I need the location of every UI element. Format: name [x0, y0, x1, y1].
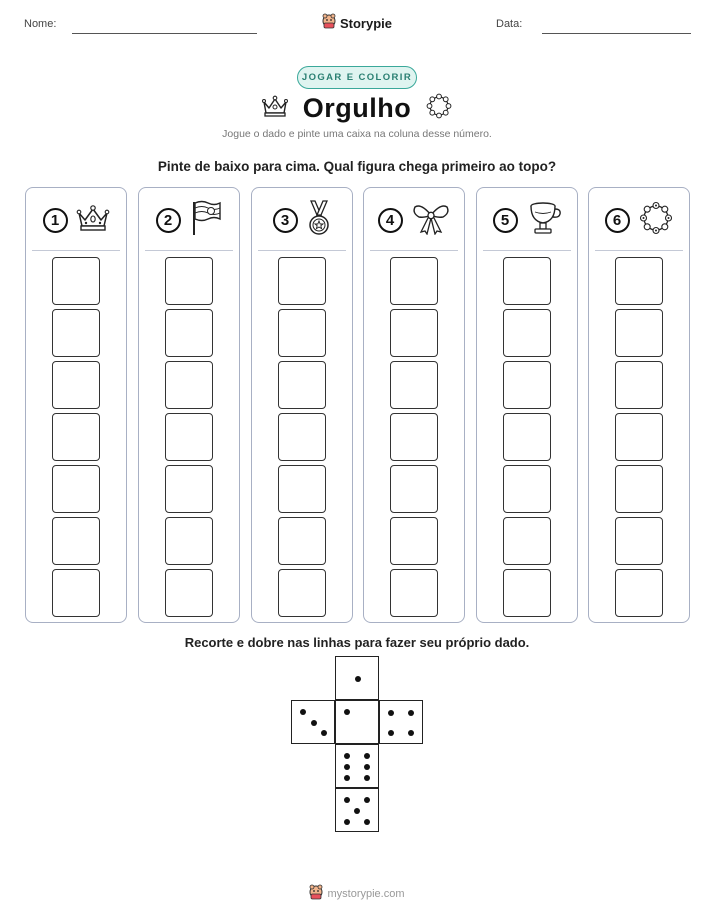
color-box[interactable] — [278, 361, 326, 409]
wreath-icon — [425, 92, 453, 125]
color-box[interactable] — [390, 465, 438, 513]
column-1 — [25, 187, 127, 623]
name-label: Nome: — [24, 18, 57, 30]
subtitle: Jogue o dado e pinte uma caixa na coluna desse número. — [222, 128, 492, 140]
activity-badge: JOGAR E COLORIR — [297, 66, 417, 89]
column-header — [589, 198, 689, 242]
color-box[interactable] — [52, 309, 100, 357]
color-box[interactable] — [165, 517, 213, 565]
column-number: 1 — [43, 208, 68, 233]
color-box[interactable] — [165, 569, 213, 617]
color-box[interactable] — [165, 257, 213, 305]
column-number: 6 — [605, 208, 630, 233]
color-box[interactable] — [278, 517, 326, 565]
color-box[interactable] — [278, 465, 326, 513]
color-box[interactable] — [278, 413, 326, 461]
color-box[interactable] — [615, 257, 663, 305]
die-pip — [355, 676, 361, 682]
cut-instruction: Recorte e dobre nas linhas para fazer seu próprio dado. — [184, 635, 530, 650]
page-title: Orgulho — [302, 92, 412, 123]
brand-name: Storypie — [339, 16, 392, 31]
flag-icon — [189, 199, 223, 242]
column-number: 2 — [156, 208, 181, 233]
color-box[interactable] — [52, 569, 100, 617]
column-header — [477, 198, 577, 242]
instruction: Pinte de baixo para cima. Qual figura chega primeiro ao topo? — [157, 159, 557, 174]
box-stack — [364, 257, 464, 617]
die-pip — [364, 775, 370, 781]
die-face-5 — [335, 788, 379, 832]
die-pip — [300, 709, 306, 715]
die-pip — [408, 710, 414, 716]
color-box[interactable] — [503, 257, 551, 305]
color-box[interactable] — [615, 569, 663, 617]
box-stack — [589, 257, 689, 617]
color-box[interactable] — [165, 413, 213, 461]
box-stack — [139, 257, 239, 617]
color-box[interactable] — [390, 517, 438, 565]
bow-icon — [411, 201, 451, 240]
color-box[interactable] — [615, 413, 663, 461]
color-box[interactable] — [278, 257, 326, 305]
column-header — [364, 198, 464, 242]
column-3 — [251, 187, 353, 623]
die-pip — [321, 730, 327, 736]
date-label: Data: — [496, 18, 523, 30]
column-number: 4 — [378, 208, 403, 233]
color-box[interactable] — [165, 361, 213, 409]
color-box[interactable] — [52, 465, 100, 513]
color-box[interactable] — [615, 361, 663, 409]
die-pip — [388, 730, 394, 736]
wreath-icon — [638, 200, 674, 241]
die-pip — [311, 720, 317, 726]
die-pip — [344, 709, 350, 715]
footer-url[interactable]: mystorypie.com — [327, 887, 405, 900]
column-5 — [476, 187, 578, 623]
color-box[interactable] — [52, 517, 100, 565]
die-pip — [344, 764, 350, 770]
color-box[interactable] — [615, 465, 663, 513]
color-box[interactable] — [615, 517, 663, 565]
storypie-mascot-icon — [322, 13, 336, 34]
color-box[interactable] — [503, 361, 551, 409]
color-box[interactable] — [615, 309, 663, 357]
die-pip — [364, 764, 370, 770]
column-6 — [588, 187, 690, 623]
die-pip — [408, 730, 414, 736]
column-header — [252, 198, 352, 242]
column-header — [139, 198, 239, 242]
die-face-6 — [335, 744, 379, 788]
column-4 — [363, 187, 465, 623]
box-stack — [26, 257, 126, 617]
die-pip — [364, 819, 370, 825]
color-box[interactable] — [503, 309, 551, 357]
column-header — [26, 198, 126, 242]
color-box[interactable] — [390, 361, 438, 409]
box-stack — [252, 257, 352, 617]
column-number: 5 — [493, 208, 518, 233]
die-pip — [364, 753, 370, 759]
color-box[interactable] — [390, 569, 438, 617]
storypie-mascot-icon — [309, 884, 323, 903]
date-line[interactable] — [542, 33, 691, 34]
die-pip — [388, 710, 394, 716]
color-box[interactable] — [390, 257, 438, 305]
color-box[interactable] — [390, 413, 438, 461]
color-box[interactable] — [503, 569, 551, 617]
color-box[interactable] — [165, 465, 213, 513]
color-box[interactable] — [503, 413, 551, 461]
die-face-1 — [335, 656, 379, 700]
die-pip — [364, 797, 370, 803]
column-number: 3 — [273, 208, 298, 233]
die-pip — [354, 808, 360, 814]
title-row — [0, 92, 714, 124]
die-pip — [344, 775, 350, 781]
die-face-4 — [379, 700, 423, 744]
brand-logo — [0, 13, 714, 34]
color-box[interactable] — [278, 569, 326, 617]
crown-icon — [261, 94, 289, 123]
color-box[interactable] — [165, 309, 213, 357]
color-box[interactable] — [52, 257, 100, 305]
medal-icon — [306, 199, 332, 242]
die-pip — [344, 819, 350, 825]
color-box[interactable] — [390, 309, 438, 357]
color-box[interactable] — [278, 309, 326, 357]
trophy-cup-icon — [526, 199, 562, 242]
die-face-3 — [291, 700, 335, 744]
color-box[interactable] — [52, 413, 100, 461]
die-pip — [344, 797, 350, 803]
box-stack — [477, 257, 577, 617]
color-box[interactable] — [52, 361, 100, 409]
die-pip — [344, 753, 350, 759]
footer — [0, 884, 714, 903]
color-box[interactable] — [503, 465, 551, 513]
color-box[interactable] — [503, 517, 551, 565]
crown-icon — [76, 203, 110, 238]
die-face-center-1 — [335, 700, 379, 744]
column-2 — [138, 187, 240, 623]
